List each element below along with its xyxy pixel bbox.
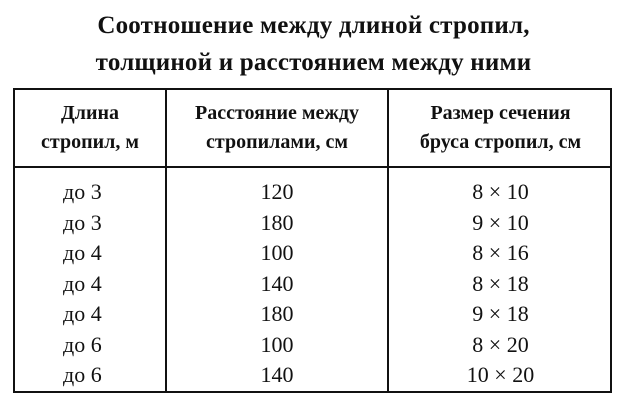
header-rafter-spacing-line-1: Расстояние между (194, 102, 359, 124)
rafter-length-cell: до 3 (63, 209, 102, 235)
header-beam-section (389, 90, 612, 166)
rafter-length-cell: до 3 (63, 179, 102, 204)
rafter-spacing-cell: 140 (260, 362, 294, 387)
beam-section-cell: 8 × 20 (472, 331, 529, 357)
header-rafter-spacing (167, 90, 387, 166)
header-divider (15, 166, 610, 168)
header-beam-section-line-1: Размер сечения (430, 102, 571, 124)
rafter-spacing-cell: 100 (260, 331, 294, 357)
rafter-length-cell: до 6 (63, 362, 102, 387)
document-title-line-2: толщиной и расстоянием между ними (95, 49, 532, 76)
table-row (15, 237, 610, 268)
beam-section-cell: 8 × 16 (472, 240, 529, 265)
table-row (15, 359, 610, 390)
table-row (15, 268, 610, 299)
beam-section-cell: 9 × 10 (472, 209, 529, 235)
header-beam-section-line-2: бруса стропил, см (419, 131, 582, 153)
header-rafter-length-line-2: стропил, м (41, 131, 139, 153)
rafter-length-cell: до 4 (63, 270, 102, 296)
beam-section-cell: 8 × 10 (472, 179, 529, 204)
header-rafter-length (15, 90, 165, 166)
table-row (15, 329, 610, 360)
rafter-table (13, 88, 612, 393)
beam-section-cell: 9 × 18 (472, 301, 529, 326)
beam-section-cell: 10 × 20 (466, 362, 535, 387)
rafter-spacing-cell: 180 (260, 301, 294, 326)
table-row (15, 207, 610, 238)
rafter-spacing-cell: 120 (260, 179, 294, 204)
header-rafter-length-line-1: Длина (60, 102, 120, 124)
beam-section-cell: 8 × 18 (472, 270, 529, 296)
rafter-length-cell: до 6 (63, 331, 102, 357)
header-rafter-spacing-line-2: стропилами, см (206, 131, 348, 153)
table-row (15, 176, 610, 207)
rafter-spacing-cell: 140 (260, 270, 294, 296)
rafter-spacing-cell: 100 (260, 240, 294, 265)
table-row (15, 298, 610, 329)
rafter-length-cell: до 4 (63, 301, 102, 326)
document-title-line-1: Соотношение между длиной стропил, (97, 12, 530, 39)
rafter-length-cell: до 4 (63, 240, 102, 265)
rafter-spacing-cell: 180 (260, 209, 294, 235)
